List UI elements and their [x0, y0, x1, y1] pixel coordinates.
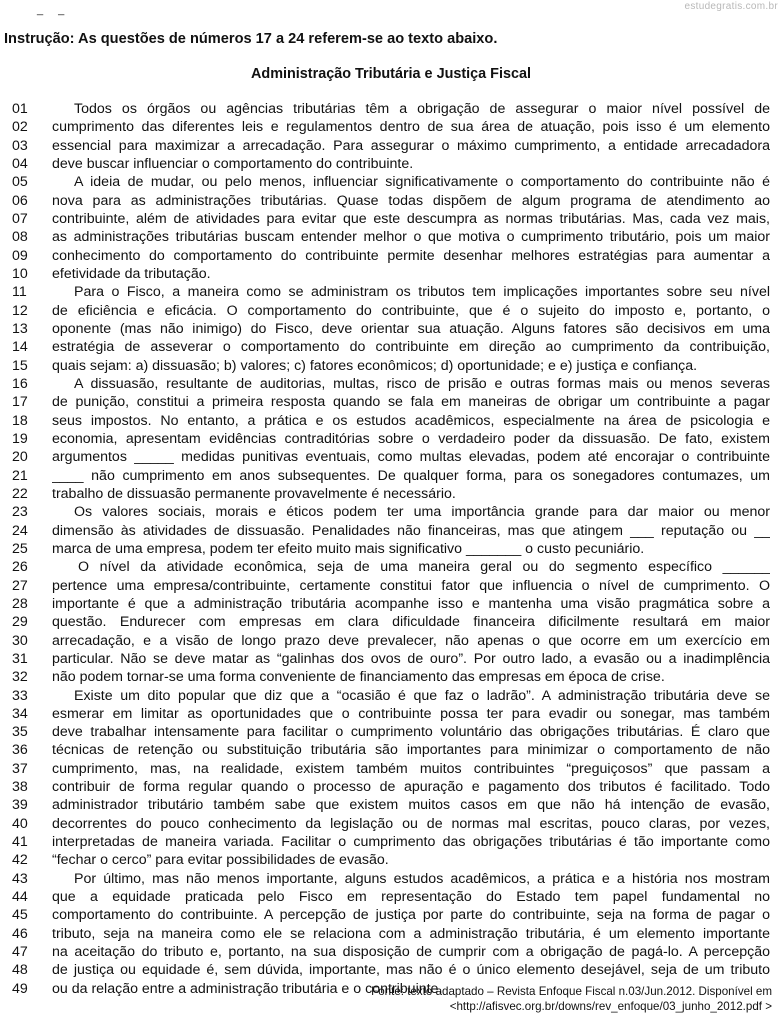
text-line: [0, 723, 782, 741]
text-line: [0, 467, 782, 485]
line-number: 05: [12, 174, 28, 191]
line-text: ou da relação entre a administração tributária e o contribuinte.: [52, 980, 443, 997]
instruction-text: Instrução: As questões de números 17 a 24 referem-se ao texto abaixo.: [4, 31, 498, 47]
text-line: [0, 943, 782, 961]
line-number: 20: [12, 449, 28, 466]
text-line: [0, 577, 782, 595]
line-number: 11: [12, 284, 27, 301]
line-number: 26: [12, 559, 28, 576]
line-number: 09: [12, 247, 28, 264]
text-line: [0, 320, 782, 338]
line-number: 46: [12, 925, 28, 942]
line-text: decorrentes do pouco conhecimento da legislação ou de normas mal escritas, pouco claras, por vezes,: [52, 815, 770, 832]
text-line: [0, 741, 782, 759]
line-number: 22: [12, 485, 28, 502]
text-line: [0, 870, 782, 888]
line-number: 35: [12, 724, 28, 741]
line-text: administrador tributário também sabe que existem muitos casos em que não há intenção de evasão,: [52, 797, 770, 814]
line-number: 01: [12, 101, 28, 117]
text-line: [0, 503, 782, 521]
line-number: 29: [12, 614, 28, 631]
text-line: [0, 302, 782, 320]
line-number: 17: [12, 394, 28, 411]
text-line: [0, 375, 782, 393]
line-text: essencial para maximizar a arrecadação. Para assegurar o máximo cumprimento, a entidade arrecadadora: [52, 137, 770, 154]
text-line: [0, 540, 782, 558]
line-number: 42: [12, 852, 28, 869]
text-line: [0, 338, 782, 356]
line-text: que a equidade praticada pelo Fisco em representação do Estado tem papel fundamental no: [52, 889, 770, 906]
line-text: não podem tornar-se uma forma conveniente de financiamento das empresas em época de crise.: [52, 669, 665, 686]
text-line: [0, 357, 782, 375]
source-citation: [212, 984, 772, 1014]
line-text: A dissuasão, resultante de auditorias, multas, risco de prisão e outras formas mais ou menos severas: [74, 375, 770, 392]
line-text: esmerar em limitar as oportunidades que o contribuinte possa ter para evadir ou sonegar, mas também: [52, 705, 770, 722]
line-number: 44: [12, 889, 28, 906]
text-line: [0, 522, 782, 540]
header-ticks: _ _: [37, 4, 71, 16]
line-text: de punição, constitui a primeira resposta quando se fala em maneiras de obrigar um contribuinte a pagar: [52, 394, 770, 411]
text-line: [0, 668, 782, 686]
line-number: 27: [12, 577, 28, 594]
text-line: [0, 247, 782, 265]
line-number: 24: [12, 522, 28, 539]
line-text: trabalho de dissuasão permanente provavelmente é necessário.: [52, 485, 456, 502]
text-line: [0, 137, 782, 155]
line-number: 16: [12, 375, 28, 392]
line-text: deve trabalhar intensamente para facilitar o cumprimento voluntário das obrigações tributárias. É claro que: [52, 724, 770, 741]
text-line: [0, 265, 782, 283]
line-text: contribuir de forma regular quando o processo de apuração e pagamento dos tributos é facilitado. Todo: [52, 779, 770, 796]
line-text: Para o Fisco, a maneira como se administram os tributos tem implicações importantes sobre seu nível: [74, 284, 770, 301]
line-text: de justiça ou equidade é, sem dúvida, importante, mas não é o único elemento desejável, seja de um tributo: [52, 962, 770, 979]
line-number: 39: [12, 797, 28, 814]
line-text: pertence uma empresa/contribuinte, certamente constitui fator que influencia o nível de cumprimento. O: [52, 577, 770, 594]
text-line: [0, 687, 782, 705]
line-number: 08: [12, 229, 28, 246]
line-number: 10: [12, 265, 28, 282]
line-text: cumprimento das diferentes leis e regulamentos dentro de sua área de atuação, pois isso é um elemento: [52, 119, 770, 136]
text-line: [0, 118, 782, 136]
text-line: [0, 100, 782, 118]
text-line: [0, 173, 782, 191]
text-line: [0, 430, 782, 448]
source-line-1: Fonte: texto adaptado – Revista Enfoque Fiscal n.03/Jun.2012. Disponível em: [371, 985, 772, 998]
text-line: [0, 796, 782, 814]
line-text: economia, apresentam evidências contraditórias sobre o verdadeiro poder da dissuasão. De fato, existem: [52, 430, 770, 447]
line-text: comportamento do contribuinte. A percepção de justiça por parte do contribuinte, seja na forma de pagar o: [52, 907, 770, 924]
line-text: nova para as administrações tributárias. Quase todas dispõem de algum programa de atendimento ao: [52, 192, 770, 209]
line-number: 30: [12, 632, 28, 649]
text-line: [0, 778, 782, 796]
line-number: 43: [12, 870, 28, 887]
line-number: 03: [12, 137, 28, 154]
line-number: 34: [12, 705, 28, 722]
line-text: deve buscar influenciar o comportamento do contribuinte.: [52, 155, 414, 172]
line-number: 32: [12, 669, 28, 686]
line-number: 47: [12, 944, 28, 961]
text-line: [0, 558, 782, 576]
text-line: [0, 851, 782, 869]
line-number: 36: [12, 742, 28, 759]
line-number: 06: [12, 192, 28, 209]
text-title: Administração Tributária e Justiça Fiscal: [251, 66, 531, 82]
line-number: 28: [12, 595, 28, 612]
line-number: 49: [12, 980, 28, 997]
line-text: estratégia de asseverar o comportamento do contribuinte em direção ao cumprimento da contribuição,: [52, 339, 770, 356]
text-line: [0, 906, 782, 924]
text-line: [0, 228, 782, 246]
line-text: dimensão às atividades de dissuasão. Penalidades não financeiras, mas que atingem ___ reputação ou __: [52, 522, 770, 539]
line-number: 12: [12, 302, 28, 319]
text-line: [0, 833, 782, 851]
text-line: [0, 925, 782, 943]
numbered-text-body: [0, 100, 782, 998]
line-number: 41: [12, 834, 28, 851]
text-line: [0, 155, 782, 173]
text-line: [0, 650, 782, 668]
line-text: particular. Não se deve matar as “galinhas dos ovos de ouro”. Por outro lado, a evasão ou a inadimplência: [52, 650, 770, 667]
line-text: interpretadas de maneira variada. Facilitar o cumprimento das obrigações tributárias é tão importante como: [52, 834, 770, 851]
text-line: [0, 705, 782, 723]
text-line: [0, 632, 782, 650]
line-text: “fechar o cerco” para evitar possibilidades de evasão.: [52, 852, 389, 869]
text-line: [0, 595, 782, 613]
line-text: importante é que a administração tributária acompanhe isso e mantenha uma visão pragmática sobre a: [52, 595, 770, 612]
line-number: 13: [12, 320, 28, 337]
line-number: 19: [12, 430, 28, 447]
text-line: [0, 613, 782, 631]
line-number: 04: [12, 155, 28, 172]
text-line: [0, 192, 782, 210]
line-number: 40: [12, 815, 28, 832]
text-line: [0, 412, 782, 430]
line-number: 21: [12, 467, 28, 484]
line-number: 23: [12, 504, 28, 521]
text-line: [0, 815, 782, 833]
line-text: contribuinte, além de atividades para evitar que este descumpra as normas tributárias. Mas, cada vez mais,: [52, 210, 770, 227]
line-text: ____ não cumprimento em anos subsequentes. De qualquer forma, para os sonegadores contumazes, um: [52, 467, 770, 484]
text-line: [0, 961, 782, 979]
line-text: na aceitação do tributo e, portanto, na sua disposição de cumprir com a obrigação de pagá-lo. A percepção: [52, 944, 770, 961]
watermark: estudegratis.com.br: [684, 1, 778, 12]
line-text: Os valores sociais, morais e éticos podem ter uma importância grande para dar maior ou menor: [74, 504, 770, 521]
text-line: [0, 485, 782, 503]
line-number: 25: [12, 540, 28, 557]
source-line-2: <http://afisvec.org.br/downs/rev_enfoque/03_junho_2012.pdf >: [449, 1000, 772, 1013]
line-number: 07: [12, 210, 28, 227]
line-text: Por último, mas não menos importante, alguns estudos acadêmicos, a prática e a história nos mostram: [74, 870, 770, 887]
line-number: 45: [12, 907, 28, 924]
line-text: Todos os órgãos ou agências tributárias têm a obrigação de assegurar o maior nível possível de: [74, 101, 770, 117]
line-text: O nível da atividade econômica, seja de uma maneira geral ou do segmento específico ______: [78, 559, 770, 576]
text-line: [0, 210, 782, 228]
line-text: efetividade da tributação.: [52, 265, 211, 282]
line-text: as administrações tributárias buscam entender melhor o que motiva o cumprimento tributário, pois um maior: [52, 229, 770, 246]
line-text: A ideia de mudar, ou pelo menos, influenciar significativamente o comportamento do contribuinte não é: [74, 174, 770, 191]
line-text: conhecimento do comportamento do contribuinte permite desenhar melhores estratégias para aumentar a: [52, 247, 770, 264]
line-text: argumentos _____ medidas punitivas eventuais, como multas elevadas, podem até encorajar o contribuinte: [52, 449, 770, 466]
text-line: [0, 283, 782, 301]
line-number: 33: [12, 687, 28, 704]
text-line: [0, 760, 782, 778]
line-text: Existe um dito popular que diz que a “ocasião é que faz o ladrão”. A administração tributária deve se: [74, 687, 770, 704]
text-line: [0, 393, 782, 411]
line-number: 37: [12, 760, 28, 777]
line-text: marca de uma empresa, podem ter efeito muito mais significativo _______ o custo pecuniário.: [52, 540, 645, 557]
line-text: tributo, seja na maneira como ele se relaciona com a administração tributária, é um elemento importante: [52, 925, 770, 942]
line-number: 14: [12, 339, 28, 356]
line-text: quais sejam: a) dissuasão; b) valores; c) fatores econômicos; d) oportunidade; e e) justiça e confiança.: [52, 357, 698, 374]
line-number: 38: [12, 779, 28, 796]
line-text: questão. Endurecer com empresas em clara dificuldade financeira dificilmente resultará em maior: [52, 614, 770, 631]
text-line: [0, 888, 782, 906]
line-number: 15: [12, 357, 28, 374]
line-number: 18: [12, 412, 28, 429]
line-text: arrecadação, e a visão de longo prazo deve prevalecer, não apenas o que ocorre em um exercício em: [52, 632, 770, 649]
line-number: 31: [12, 650, 28, 667]
text-line: [0, 448, 782, 466]
line-text: cumprimento, mas, na realidade, existem também muitos contribuintes “preguiçosos” que passam a: [52, 760, 770, 777]
line-text: seus impostos. No entanto, a prática e os estudos acadêmicos, especialmente na área de psicologia e: [52, 412, 770, 429]
line-number: 02: [12, 119, 28, 136]
line-text: de eficiência e eficácia. O comportamento do contribuinte, que é o sujeito do imposto e, portanto, o: [52, 302, 770, 319]
line-number: 48: [12, 962, 28, 979]
line-text: oponente (mas não inimigo) do Fisco, deve orientar sua atuação. Alguns fatores são decisivos em uma: [52, 320, 770, 337]
line-text: técnicas de retenção ou substituição tributária são importantes para minimizar o comportamento de não: [52, 742, 770, 759]
